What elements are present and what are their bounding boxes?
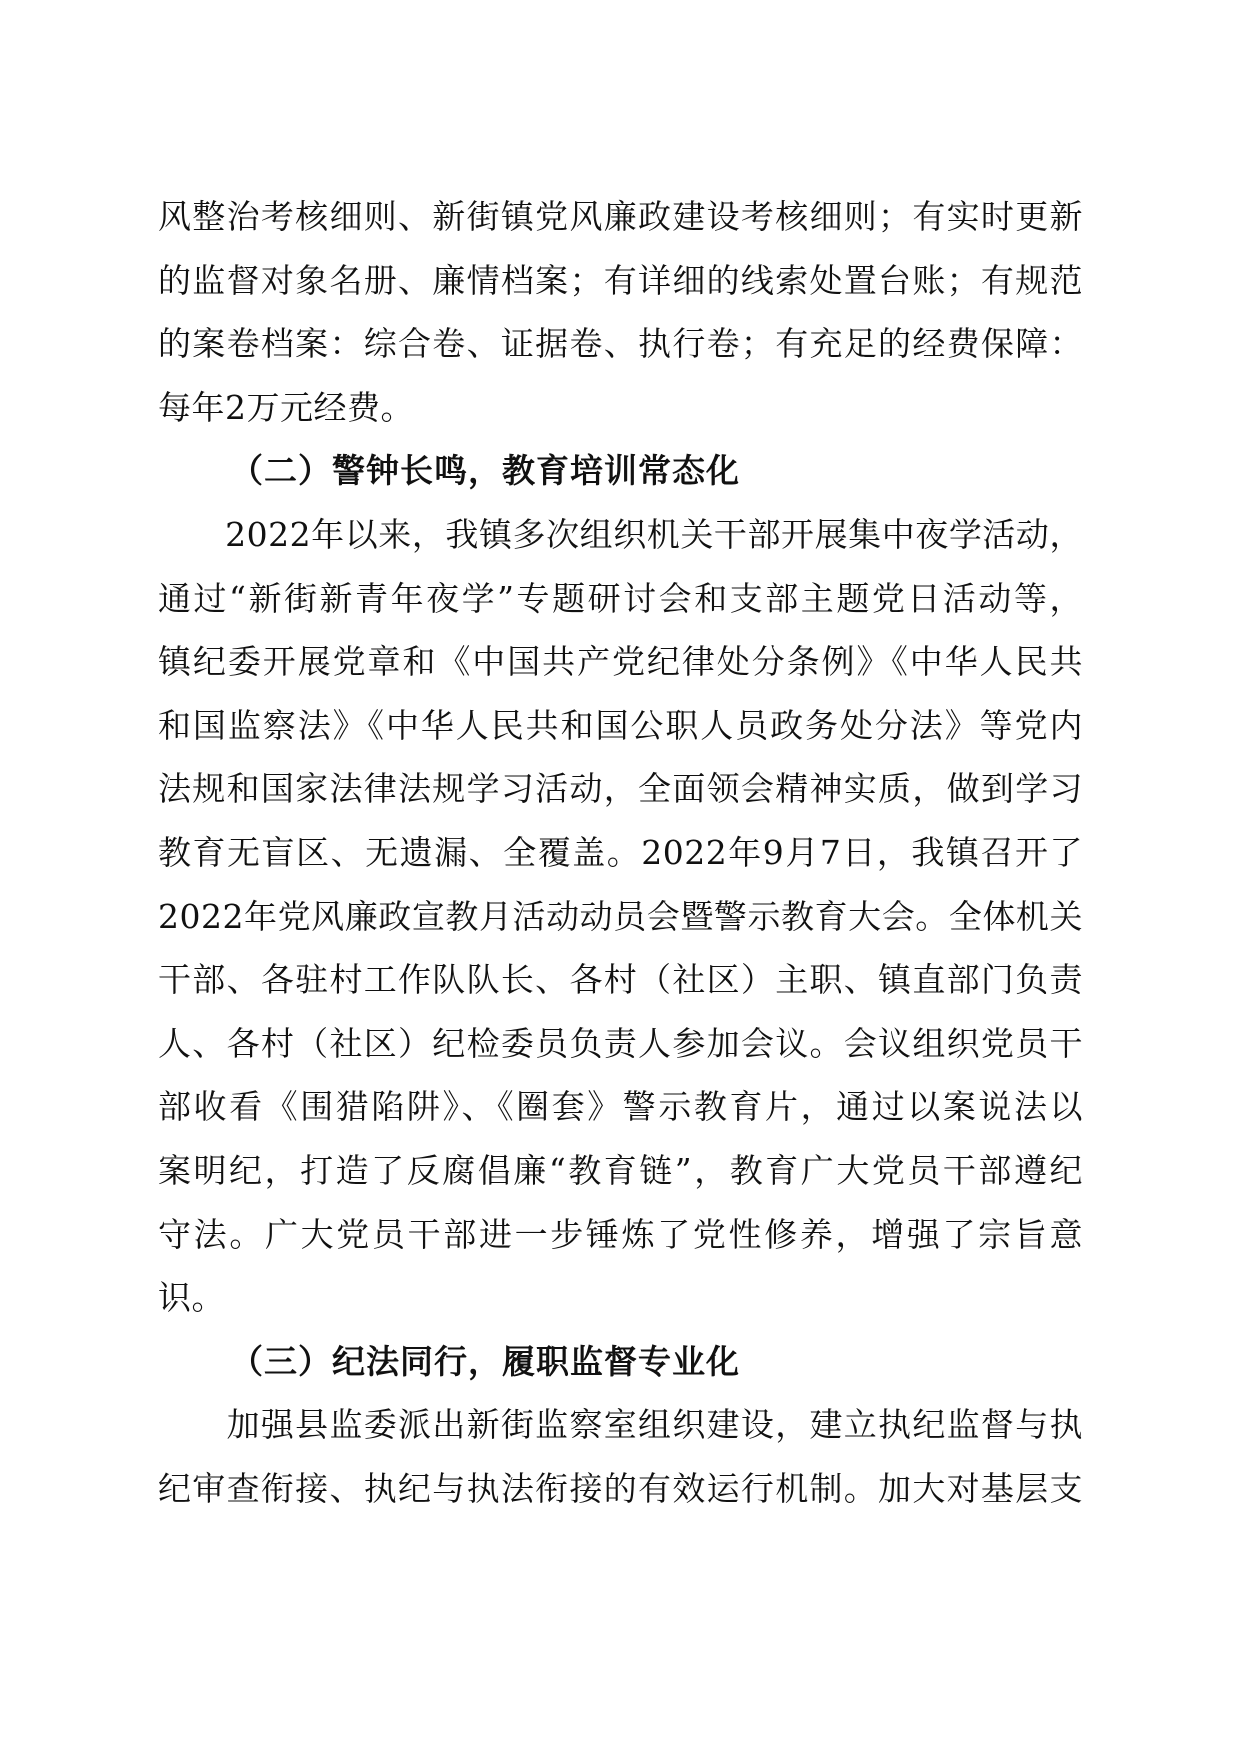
paragraph-line: 的案卷档案：综合卷、证据卷、执行卷；有充足的经费保障： xyxy=(158,324,1083,364)
paragraph-line: 每年2万元经费。 xyxy=(158,387,414,427)
paragraph-line: 法规和国家法律法规学习活动，全面领会精神实质，做到学习 xyxy=(158,769,1083,809)
paragraph-line: 守法。广大党员干部进一步锤炼了党性修养，增强了宗旨意 xyxy=(158,1214,1083,1254)
paragraph-line: 镇纪委开展党章和《中国共产党纪律处分条例》《中华人民共 xyxy=(158,642,1083,682)
section-heading: （三）纪法同行，履职监督专业化 xyxy=(230,1341,740,1381)
paragraph-line: 和国监察法》《中华人民共和国公职人员政务处分法》等党内 xyxy=(158,705,1083,745)
paragraph-line: 部收看《围猎陷阱》、《圈套》警示教育片，通过以案说法以 xyxy=(158,1087,1083,1127)
paragraph-line: 2022年以来，我镇多次组织机关干部开展集中夜学活动， xyxy=(158,514,1083,554)
paragraph-line: 的监督对象名册、廉情档案；有详细的线索处置台账；有规范 xyxy=(158,260,1083,300)
paragraph-line: 识。 xyxy=(158,1278,225,1318)
paragraph-line: 纪审查衔接、执纪与执法衔接的有效运行机制。加大对基层支 xyxy=(158,1468,1083,1508)
paragraph-line: 人、各村（社区）纪检委员负责人参加会议。会议组织党员干 xyxy=(158,1023,1083,1063)
paragraph-line: 干部、各驻村工作队队长、各村（社区）主职、镇直部门负责 xyxy=(158,960,1083,1000)
paragraph-line: 加强县监委派出新街监察室组织建设，建立执纪监督与执 xyxy=(158,1405,1083,1445)
section-heading: （二）警钟长鸣，教育培训常态化 xyxy=(230,451,740,491)
paragraph-line: 案明纪，打造了反腐倡廉“教育链”，教育广大党员干部遵纪 xyxy=(158,1150,1083,1190)
paragraph-line: 通过“新街新青年夜学”专题研讨会和支部主题党日活动等， xyxy=(158,578,1083,618)
paragraph-line: 2022年党风廉政宣教月活动动员会暨警示教育大会。全体机关 xyxy=(158,896,1083,936)
paragraph-line: 风整治考核细则、新街镇党风廉政建设考核细则；有实时更新 xyxy=(158,197,1083,236)
document-page xyxy=(158,185,1083,1520)
paragraph-line: 教育无盲区、无遗漏、全覆盖。2022年9月7日，我镇召开了 xyxy=(158,832,1083,872)
